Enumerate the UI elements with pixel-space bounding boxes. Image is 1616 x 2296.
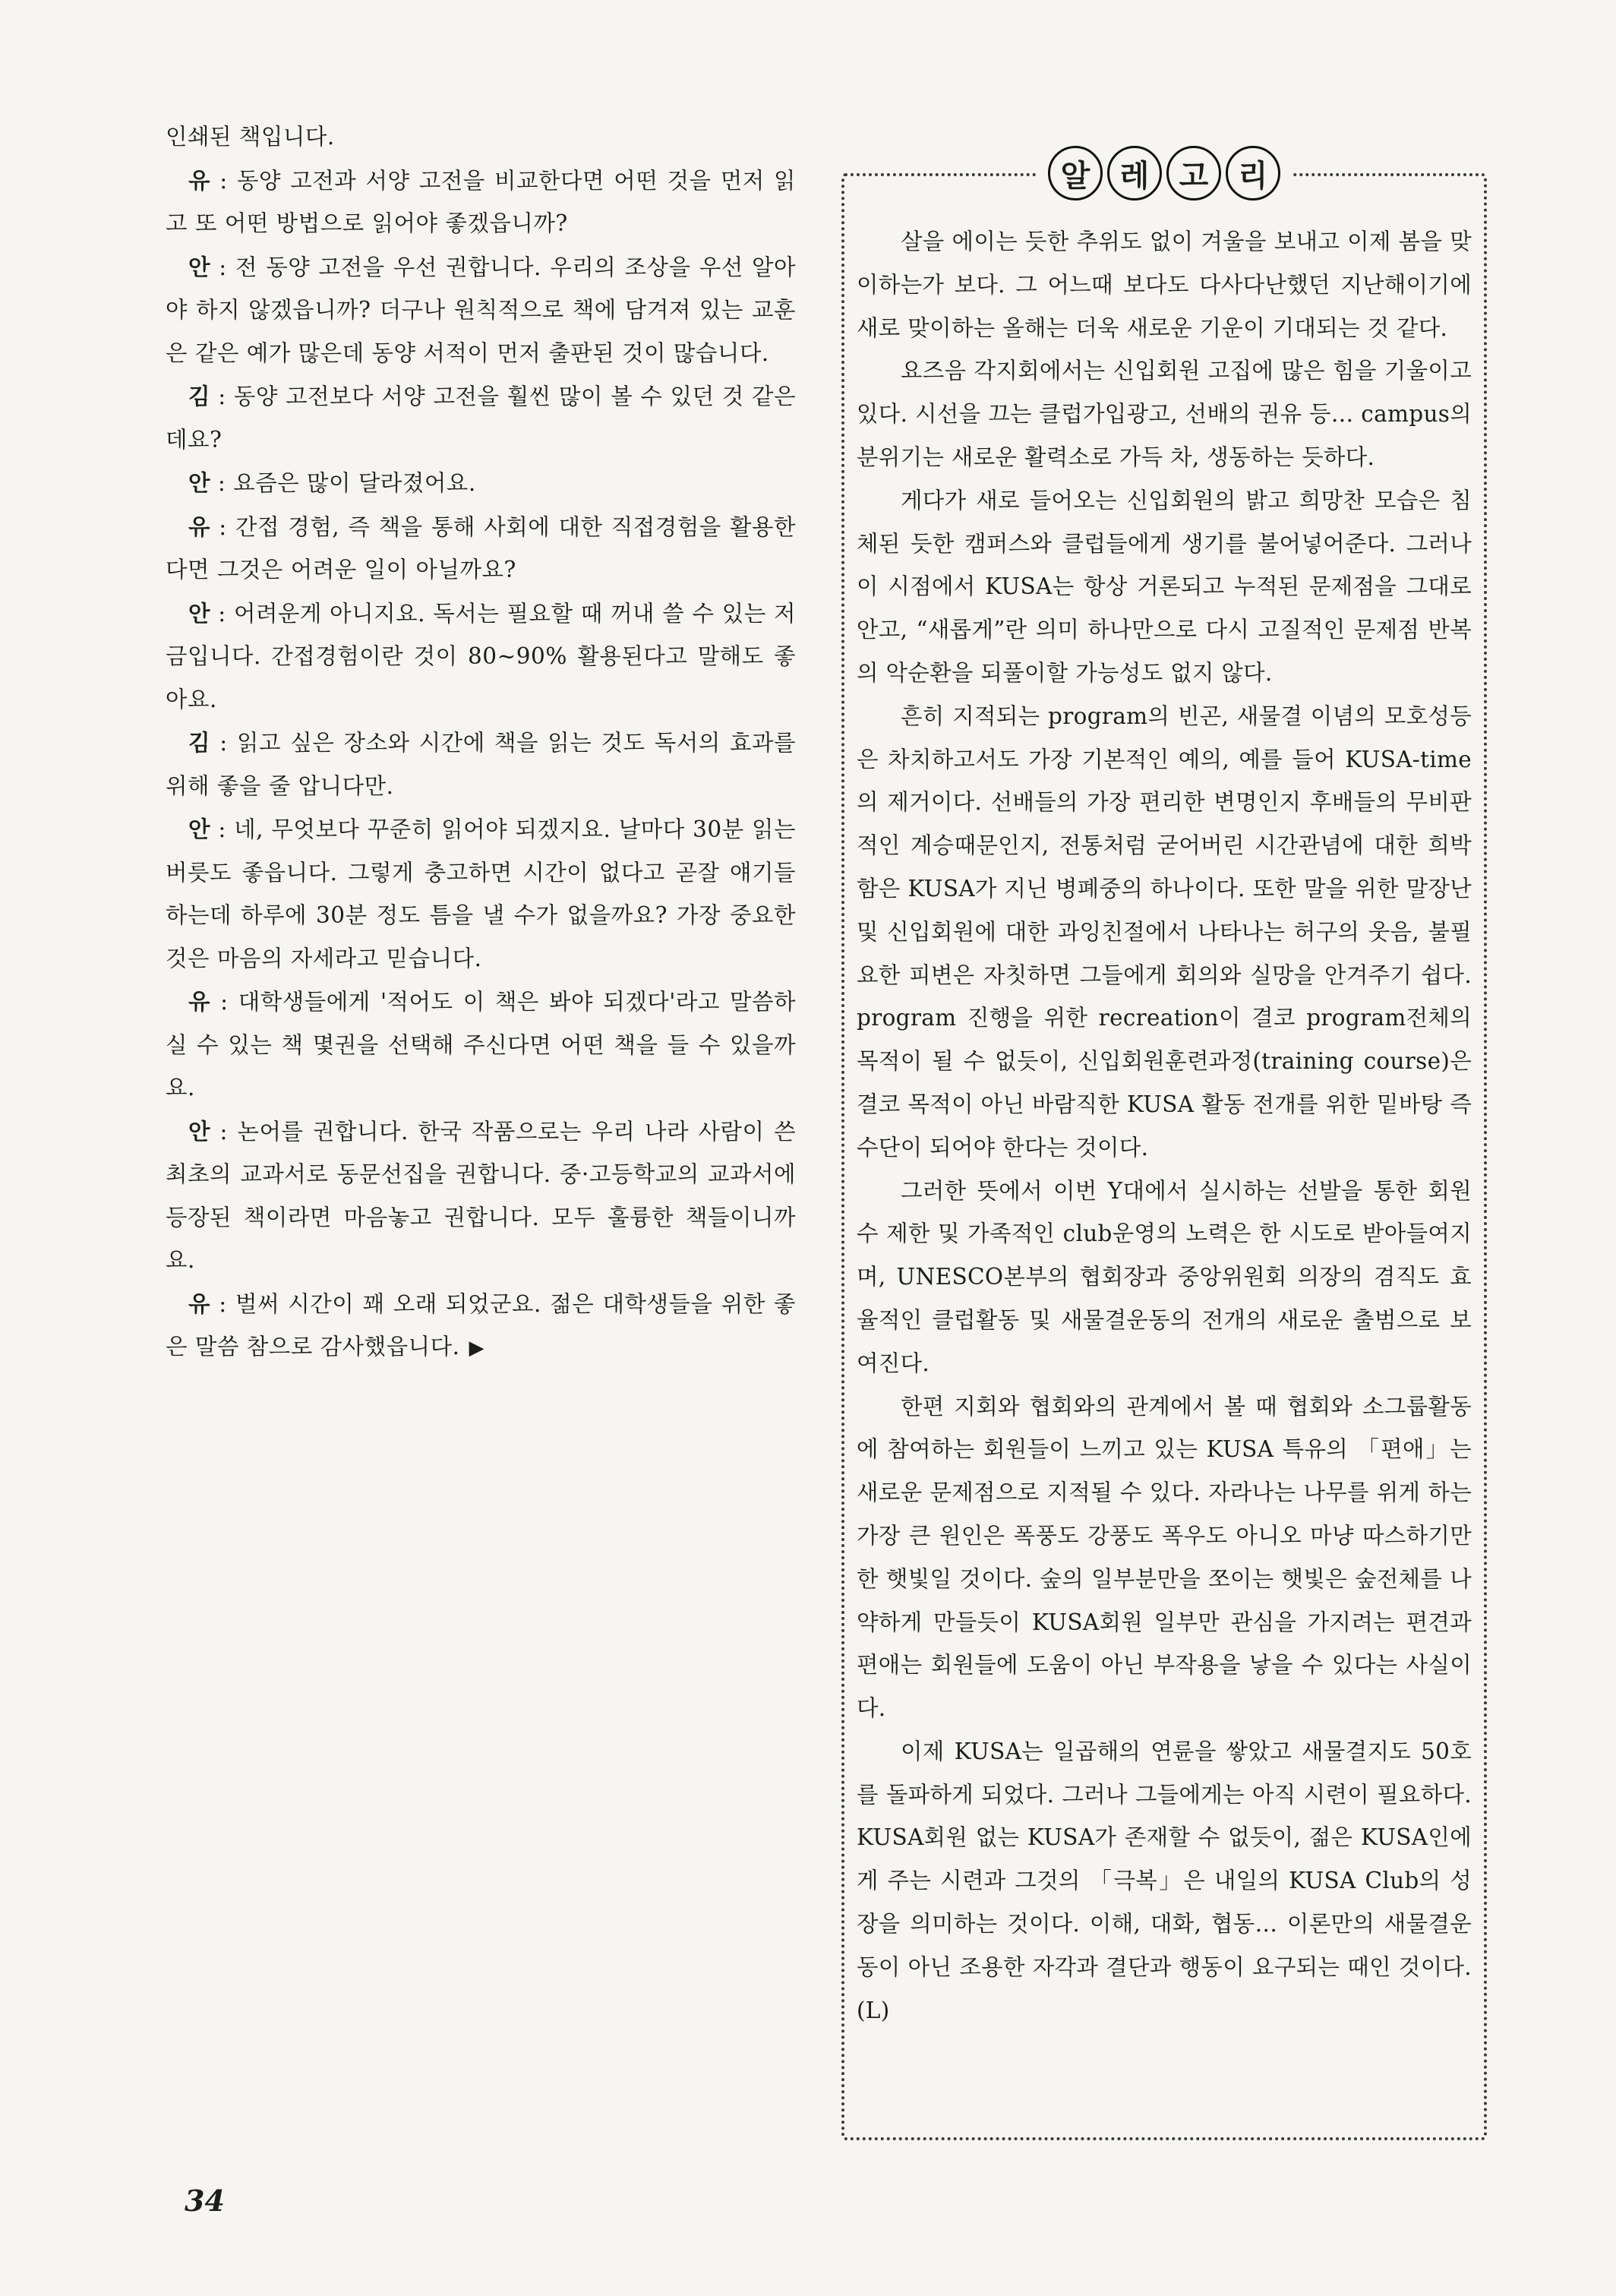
speaker: 안 bbox=[188, 253, 210, 280]
interview-line-9 bbox=[166, 981, 796, 1110]
line-text: : 어려운게 아니지요. 독서는 필요할 때 꺼내 쓸 수 있는 저금입니다. 간접경험이란 것이 80~90% 활용된다고 말해도 좋아요. bbox=[166, 600, 796, 712]
speaker: 안 bbox=[188, 1117, 210, 1145]
speaker: 안 bbox=[188, 816, 210, 842]
column-title bbox=[851, 143, 1478, 204]
page-number: 34 bbox=[185, 2184, 225, 2218]
column-paragraph-1: 살을 에이는 듯한 추위도 없이 겨울을 보내고 이제 봄을 맞이하는가 보다. 그 어느때 보다도 다사다난했던 지난해이기에 새로 맞이하는 올해는 더욱 새로운 기운이 기대되는 것 같다. bbox=[857, 229, 1472, 341]
column-paragraph-4: 흔히 지적되는 program의 빈곤, 새물결 이념의 모호성등은 차치하고서도 가장 기본적인 예의, 예를 들어 KUSA-time의 제거이다. 선배들의 가장 편리한 변명인지 후배들의 무비판적인 계승때문인지, 전통처럼 굳어버린 시간관념에 대한 희박함은 KUSA가 지닌 병폐중의 하나이다. 또한 말을 위한 말장난 및 신입회원에 대한 과잉친절에서 나타나는 허구의 웃음, 불필요한 피변은 자칫하면 그들에게 회의와 실망을 안겨주기 쉽다. program 진행을 위한 recreation이 결코 program전체의 목적이 될 수 없듯이, 신입회원훈련과정(training course)은 결코 목적이 아닌 바람직한 KUSA 활동 전개를 위한 밑바탕 즉 수단이 되어야 한다는 것이다. bbox=[857, 703, 1472, 1161]
line-text: : 네, 무엇보다 꾸준히 읽어야 되겠지요. 날마다 30분 읽는 버릇도 좋읍니다. 그렇게 충고하면 시간이 없다고 곧잘 얘기들 하는데 하루에 30분 정도 틈을 낼 수가 없을까요? 가장 중요한 것은 마음의 자세라고 믿습니다. bbox=[166, 816, 796, 971]
interview-line-11 bbox=[166, 1283, 796, 1370]
speaker: 김 bbox=[188, 729, 210, 756]
column-body bbox=[857, 220, 1472, 2032]
title-char-4: 리 bbox=[1226, 146, 1280, 201]
interview-line-8 bbox=[166, 808, 796, 980]
end-arrow-icon: ▶ bbox=[469, 1337, 484, 1360]
speaker: 유 bbox=[188, 988, 210, 1015]
column-paragraph-7: 이제 KUSA는 일곱해의 연륜을 쌓았고 새물결지도 50호를 돌파하게 되었다. 그러나 그들에게는 아직 시련이 필요하다. KUSA회원 없는 KUSA가 존재할 수 없듯이, 젊은 KUSA인에게 주는 시련과 그것의 「극복」은 내일의 KUSA Club의 성장을 의미하는 것이다. 이해, 대화, 협동… 이론만의 새물결운동이 아닌 조용한 자각과 결단과 행동이 요구되는 때인 것이다. (L) bbox=[857, 1738, 1472, 2023]
line-text: : 대학생들에게 '적어도 이 책은 봐야 되겠다'라고 말씀하실 수 있는 책 몇권을 선택해 주신다면 어떤 책을 들 수 있을까요. bbox=[166, 989, 796, 1101]
speaker: 유 bbox=[188, 166, 210, 194]
column-paragraph-3: 게다가 새로 들어오는 신입회원의 밝고 희망찬 모습은 침체된 듯한 캠퍼스와 클럽들에게 생기를 불어넣어준다. 그러나 이 시점에서 KUSA는 항상 거론되고 누적된 문제점을 그대로 안고, “새롭게”란 의미 하나만으로 다시 고질적인 문제점 반복의 악순환을 되풀이할 가능성도 없지 않다. bbox=[857, 487, 1472, 686]
column-paragraph-2: 요즈음 각지회에서는 신입회원 고집에 많은 힘을 기울이고 있다. 시선을 끄는 클럽가입광고, 선배의 권유 등… campus의 분위기는 새로운 활력소로 가득 차, 생동하는 듯하다. bbox=[857, 358, 1472, 470]
interview-line-0 bbox=[166, 115, 796, 159]
interview-line-4 bbox=[166, 462, 796, 505]
line-text: : 간접 경험, 즉 책을 통해 사회에 대한 직접경험을 활용한다면 그것은 어려운 일이 아닐까요? bbox=[166, 513, 796, 583]
line-text: : 논어를 권합니다. 한국 작품으로는 우리 나라 사람이 쓴 최초의 교과서로 동문선집을 권합니다. 중·고등학교의 교과서에 등장된 책이라면 마음놓고 권합니다. 모두 훌륭한 책들이니까요. bbox=[166, 1118, 796, 1273]
interview-column bbox=[166, 115, 796, 1371]
speaker: 유 bbox=[188, 513, 210, 540]
column-paragraph-6: 한편 지회와 협회와의 관계에서 볼 때 협회와 소그룹활동에 참여하는 회원들이 느끼고 있는 KUSA 특유의 「편애」는 새로운 문제점으로 지적될 수 있다. 자라나는 나무를 위게 하는 가장 큰 원인은 폭풍도 강풍도 폭우도 아니오 마냥 따스하기만 한 햇빛일 것이다. 숲의 일부분만을 쪼이는 햇빛은 숲전체를 나약하게 만들듯이 KUSA회원 일부만 관심을 가지려는 편견과 편애는 회원들에 도움이 아닌 부작용을 낳을 수 있다는 사실이다. bbox=[857, 1393, 1472, 1722]
column-title-chars bbox=[1037, 146, 1291, 201]
interview-line-2 bbox=[166, 246, 796, 375]
interview-line-10 bbox=[166, 1110, 796, 1282]
title-char-2: 레 bbox=[1107, 146, 1162, 201]
line-text: : 동양 고전과 서양 고전을 비교한다면 어떤 것을 먼저 읽고 또 어떤 방법으로 읽어야 좋겠읍니까? bbox=[166, 167, 796, 236]
speaker: 안 bbox=[188, 599, 210, 627]
line-text: : 요즘은 많이 달라졌어요. bbox=[210, 470, 476, 496]
title-char-1: 알 bbox=[1048, 146, 1103, 201]
line-text: 인쇄된 책입니다. bbox=[166, 124, 335, 150]
interview-line-5 bbox=[166, 506, 796, 592]
line-text: : 읽고 싶은 장소와 시간에 책을 읽는 것도 독서의 효과를 위해 좋을 줄 압니다만. bbox=[166, 730, 796, 799]
speaker: 유 bbox=[188, 1290, 210, 1317]
interview-line-7 bbox=[166, 722, 796, 807]
speaker: 김 bbox=[188, 383, 210, 409]
line-text: : 벌써 시간이 꽤 오래 되었군요. 젊은 대학생들을 위한 좋은 말씀 참으로 감사했읍니다. bbox=[166, 1290, 796, 1360]
column-paragraph-5: 그러한 뜻에서 이번 Y대에서 실시하는 선발을 통한 회원 수 제한 및 가족적인 club운영의 노력은 한 시도로 받아들여지며, UNESCO본부의 협회장과 중앙위원회 의장의 겸직도 효율적인 클럽활동 및 새물결운동의 전개의 새로운 출범으로 보여진다. bbox=[857, 1177, 1472, 1376]
speaker: 안 bbox=[188, 469, 210, 496]
line-text: : 동양 고전보다 서양 고전을 훨씬 많이 볼 수 있던 것 같은데요? bbox=[166, 384, 796, 453]
interview-line-3 bbox=[166, 375, 796, 461]
line-text: : 전 동양 고전을 우선 권합니다. 우리의 조상을 우선 알아야 하지 않겠읍니까? 더구나 원칙적으로 책에 담겨져 있는 교훈은 같은 예가 많은데 동양 서적이 먼저 출판된 것이 많습니다. bbox=[166, 254, 796, 366]
title-char-3: 고 bbox=[1166, 146, 1221, 201]
interview-line-1 bbox=[166, 159, 796, 245]
interview-line-6 bbox=[166, 592, 796, 722]
